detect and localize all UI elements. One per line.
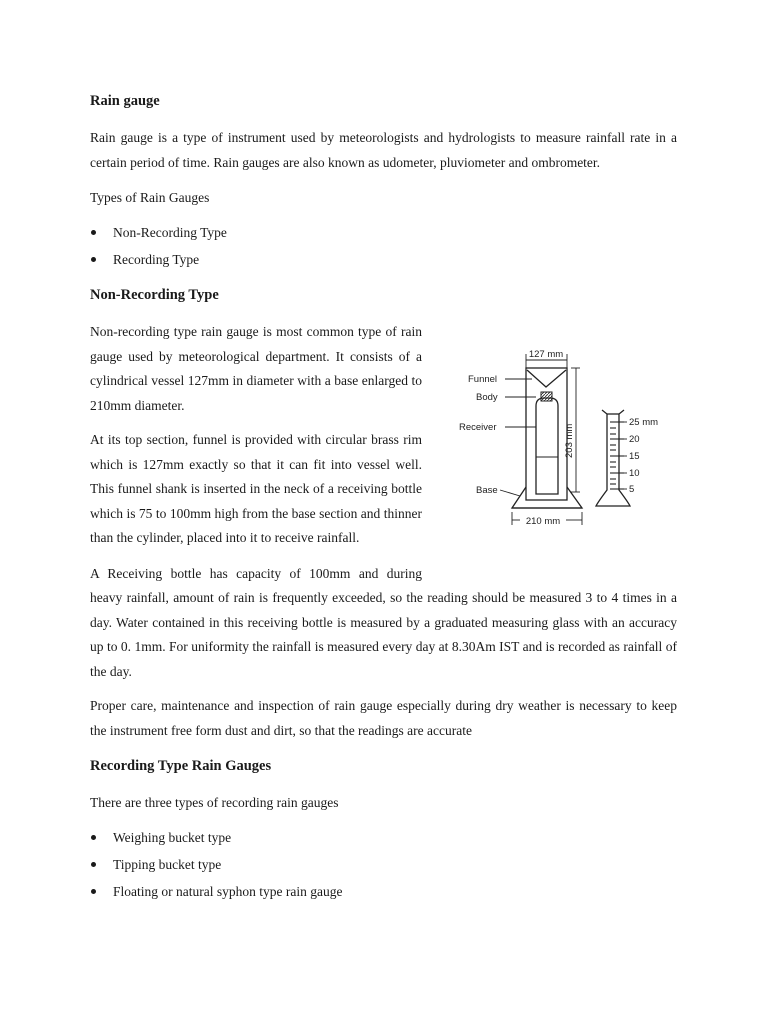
height-label: 203 mm [564,423,575,458]
list-item: Weighing bucket type [90,827,342,854]
receiver-label: Receiver [459,422,497,433]
nonrecording-paragraph-3-start: A Receiving bottle has capacity of 100mm and during [90,566,422,581]
recording-types-list [90,827,342,908]
body-label: Body [476,392,498,403]
base-label: Base [476,485,498,496]
nonrecording-paragraph-2: At its top section, funnel is provided with circular brass rim which is 127mm exactly so that it can fit into vessel well. This funnel shank is inserted in the neck of a receiving bottle which is 75 to 100mm high from the base section and thinner than the cylinder, placed into it to receive rainfall. [90,432,422,545]
types-list [90,222,227,276]
scale-tick-label: 10 [629,468,640,479]
intro-paragraph: Rain gauge is a type of instrument used by meteorologists and hydrologists to measure rainfall rate in a certain period of time. Rain gauges are also known as udometer, pluviometer and ombrometer. [90,130,677,170]
list-item: Non-Recording Type [90,222,227,249]
scale-tick-label: 20 [629,434,640,445]
page-title: Rain gauge [90,93,160,109]
list-item: Floating or natural syphon type rain gauge [90,881,342,908]
recording-heading: Recording Type Rain Gauges [90,758,272,774]
nonrecording-heading: Non-Recording Type [90,287,219,303]
scale-max-label: 25 mm [629,417,659,428]
scale-tick-label: 5 [629,484,635,495]
recording-intro: There are three types of recording rain gauges [90,795,339,810]
nonrecording-paragraph-1: Non-recording type rain gauge is most common type of rain gauge used by meteorological department. It consists of a cylindrical vessel 127mm in diameter with a base enlarged to 210mm diameter. [90,324,422,413]
maintenance-paragraph: Proper care, maintenance and inspection of rain gauge especially during dry weather is necessary to keep the instrument free form dust and dirt, so that the readings are accurate [90,698,677,738]
rain-gauge-diagram [452,340,672,535]
scale-tick-label: 15 [629,451,640,462]
nonrecording-paragraph-3-rest: heavy rainfall, amount of rain is frequently exceeded, so the reading should be measured 3 to 4 times in a day. Water contained in this receiving bottle is measured by a graduated measuring glass with an accuracy up to 0. 1mm. For uniformity the rainfall is measured every day at 8.30Am IST and is recorded as rainfall of the day. [90,590,677,679]
top-width-label: 127 mm [528,349,564,360]
list-item: Recording Type [90,249,227,276]
list-item: Tipping bucket type [90,854,342,881]
funnel-label: Funnel [468,374,498,385]
base-width-label: 210 mm [525,516,561,527]
types-heading: Types of Rain Gauges [90,190,210,205]
